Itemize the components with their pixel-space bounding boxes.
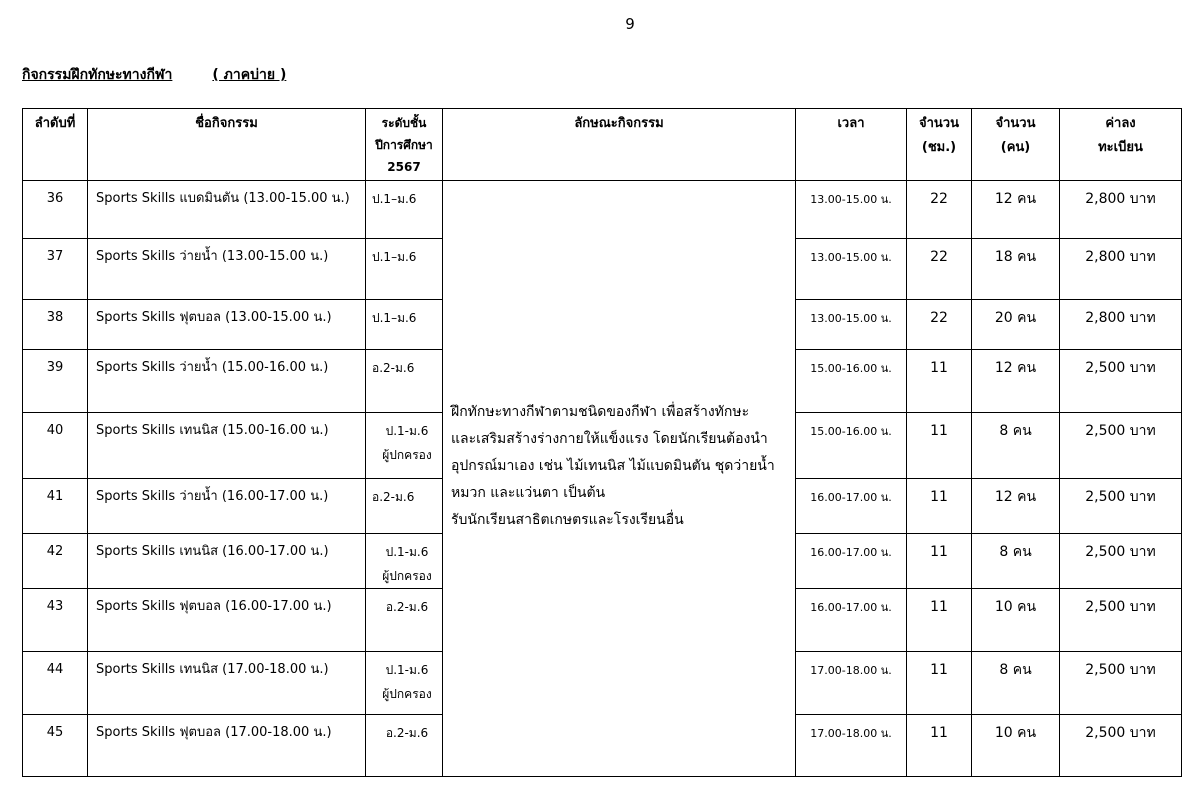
- cell-level: ป.1–ม.6: [366, 300, 443, 350]
- cell-hours: 11: [907, 534, 972, 589]
- cell-no: 40: [23, 413, 88, 479]
- header-level: [366, 109, 443, 181]
- cell-no: 44: [23, 652, 88, 715]
- header-people-line1: จำนวน: [995, 116, 1036, 131]
- cell-time: 17.00-18.00 น.: [796, 715, 907, 777]
- cell-time: 15.00-16.00 น.: [796, 350, 907, 413]
- cell-level-line2: ผู้ปกครอง: [382, 569, 432, 583]
- cell-people: 12 คน: [972, 479, 1060, 534]
- cell-level: [366, 652, 443, 715]
- cell-people: 10 คน: [972, 715, 1060, 777]
- header-description: ลักษณะกิจกรรม: [443, 109, 796, 181]
- cell-name: Sports Skills ฟุตบอล (13.00-15.00 น.): [88, 300, 366, 350]
- cell-hours: 22: [907, 300, 972, 350]
- description-line: และเสริมสร้างร่างกายให้แข็งแรง โดยนักเรียนต้องนำ: [451, 431, 768, 447]
- cell-people: 20 คน: [972, 300, 1060, 350]
- cell-no: 37: [23, 239, 88, 300]
- cell-name: Sports Skills ว่ายน้ำ (15.00-16.00 น.): [88, 350, 366, 413]
- cell-hours: 11: [907, 479, 972, 534]
- cell-name: Sports Skills ฟุตบอล (16.00-17.00 น.): [88, 589, 366, 652]
- cell-fee: 2,500 บาท: [1060, 652, 1182, 715]
- cell-time: 16.00-17.00 น.: [796, 534, 907, 589]
- header-people-line2: (คน): [1000, 140, 1031, 155]
- cell-no: 42: [23, 534, 88, 589]
- cell-name: Sports Skills ฟุตบอล (17.00-18.00 น.): [88, 715, 366, 777]
- table-header-row: [23, 109, 1182, 181]
- header-name: ชื่อกิจกรรม: [88, 109, 366, 181]
- cell-level: ป.1–ม.6: [366, 181, 443, 239]
- cell-description: [443, 181, 796, 777]
- cell-time: 13.00-15.00 น.: [796, 181, 907, 239]
- cell-level-line2: ผู้ปกครอง: [382, 448, 432, 462]
- cell-level-line1: ป.1-ม.6: [385, 424, 429, 438]
- cell-level: [366, 413, 443, 479]
- cell-fee: 2,500 บาท: [1060, 413, 1182, 479]
- cell-level: [366, 534, 443, 589]
- cell-people: 8 คน: [972, 534, 1060, 589]
- header-level-line3: 2567: [387, 160, 421, 174]
- cell-fee: 2,500 บาท: [1060, 589, 1182, 652]
- cell-name: Sports Skills เทนนิส (15.00-16.00 น.): [88, 413, 366, 479]
- cell-no: 36: [23, 181, 88, 239]
- description-line: ฝึกทักษะทางกีฬาตามชนิดของกีฬา เพื่อสร้างทักษะ: [451, 404, 750, 420]
- description-line: หมวก และแว่นตา เป็นต้น: [451, 485, 606, 501]
- cell-time: 16.00-17.00 น.: [796, 479, 907, 534]
- cell-name: Sports Skills เทนนิส (17.00-18.00 น.): [88, 652, 366, 715]
- cell-fee: 2,500 บาท: [1060, 534, 1182, 589]
- header-hours: [907, 109, 972, 181]
- cell-fee: 2,800 บาท: [1060, 181, 1182, 239]
- header-time: เวลา: [796, 109, 907, 181]
- cell-time: 17.00-18.00 น.: [796, 652, 907, 715]
- cell-fee: 2,500 บาท: [1060, 479, 1182, 534]
- cell-hours: 11: [907, 350, 972, 413]
- cell-people: 8 คน: [972, 413, 1060, 479]
- table-row: [23, 181, 1182, 239]
- cell-people: 12 คน: [972, 181, 1060, 239]
- cell-time: 15.00-16.00 น.: [796, 413, 907, 479]
- activity-table: [22, 108, 1182, 777]
- heading-title: กิจกรรมฝึกทักษะทางกีฬา: [22, 67, 173, 83]
- cell-level-line1: ป.1-ม.6: [385, 545, 429, 559]
- header-hours-line2: (ชม.): [921, 140, 957, 155]
- cell-time: 13.00-15.00 น.: [796, 300, 907, 350]
- header-fee: [1060, 109, 1182, 181]
- header-level-line2: ปีการศึกษา: [375, 138, 433, 152]
- cell-level: อ.2-ม.6: [366, 350, 443, 413]
- cell-people: 8 คน: [972, 652, 1060, 715]
- cell-people: 12 คน: [972, 350, 1060, 413]
- cell-hours: 11: [907, 589, 972, 652]
- section-heading: [22, 64, 286, 86]
- cell-no: 45: [23, 715, 88, 777]
- header-hours-line1: จำนวน: [919, 116, 959, 131]
- cell-time: 16.00-17.00 น.: [796, 589, 907, 652]
- cell-name: Sports Skills เทนนิส (16.00-17.00 น.): [88, 534, 366, 589]
- cell-name: Sports Skills ว่ายน้ำ (16.00-17.00 น.): [88, 479, 366, 534]
- header-people: [972, 109, 1060, 181]
- cell-hours: 11: [907, 652, 972, 715]
- cell-hours: 11: [907, 413, 972, 479]
- header-level-line1: ระดับชั้น: [381, 116, 427, 130]
- cell-name: Sports Skills แบดมินตัน (13.00-15.00 น.): [88, 181, 366, 239]
- cell-people: 18 คน: [972, 239, 1060, 300]
- description-line: อุปกรณ์มาเอง เช่น ไม้เทนนิส ไม้แบดมินตัน ชุดว่ายน้ำ: [451, 458, 775, 474]
- cell-fee: 2,800 บาท: [1060, 300, 1182, 350]
- cell-hours: 22: [907, 239, 972, 300]
- cell-level: อ.2-ม.6: [366, 479, 443, 534]
- cell-time: 13.00-15.00 น.: [796, 239, 907, 300]
- cell-level: อ.2-ม.6: [366, 589, 443, 652]
- cell-hours: 11: [907, 715, 972, 777]
- cell-people: 10 คน: [972, 589, 1060, 652]
- cell-level: อ.2-ม.6: [366, 715, 443, 777]
- cell-no: 43: [23, 589, 88, 652]
- cell-no: 39: [23, 350, 88, 413]
- heading-subtitle: ( ภาคบ่าย ): [212, 67, 287, 83]
- page-number: 9: [625, 15, 635, 33]
- description-line: รับนักเรียนสาธิตเกษตรและโรงเรียนอื่น: [451, 512, 684, 528]
- cell-level-line2: ผู้ปกครอง: [382, 687, 432, 701]
- cell-fee: 2,500 บาท: [1060, 715, 1182, 777]
- cell-name: Sports Skills ว่ายน้ำ (13.00-15.00 น.): [88, 239, 366, 300]
- header-fee-line1: ค่าลง: [1105, 116, 1136, 131]
- cell-level-line1: ป.1-ม.6: [385, 663, 429, 677]
- cell-fee: 2,500 บาท: [1060, 350, 1182, 413]
- cell-fee: 2,800 บาท: [1060, 239, 1182, 300]
- cell-no: 38: [23, 300, 88, 350]
- cell-no: 41: [23, 479, 88, 534]
- cell-hours: 22: [907, 181, 972, 239]
- header-fee-line2: ทะเบียน: [1098, 140, 1143, 155]
- header-no: ลำดับที่: [23, 109, 88, 181]
- cell-level: ป.1–ม.6: [366, 239, 443, 300]
